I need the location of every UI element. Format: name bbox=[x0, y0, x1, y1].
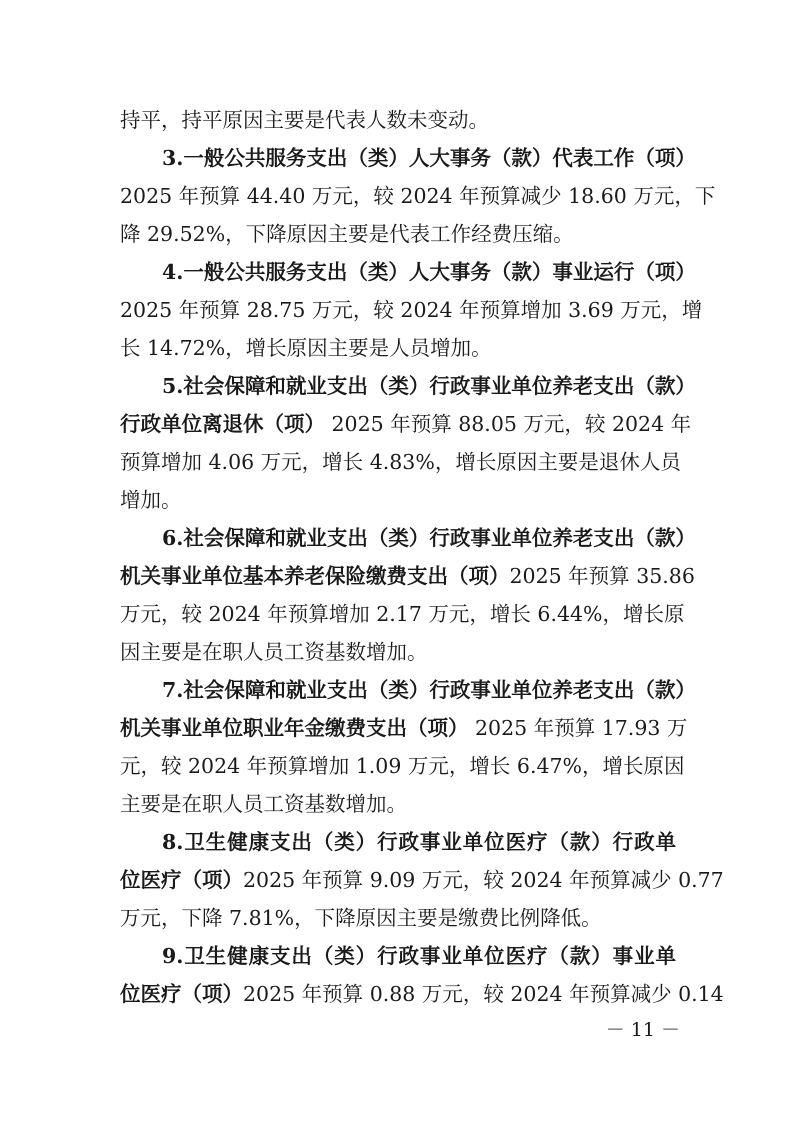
page-number: － 11 － bbox=[605, 1019, 680, 1041]
paragraph-line: 2025 年预算 28.75 万元，较 2024 年预算增加 3.69 万元，增 bbox=[120, 298, 703, 322]
item-8-heading-tail: 位医疗（项） bbox=[120, 868, 243, 892]
paragraph-line: 预算增加 4.06 万元，增长 4.83%，增长原因主要是退休人员 bbox=[120, 450, 681, 474]
paragraph-line: 长 14.72%，增长原因主要是人员增加。 bbox=[120, 336, 492, 360]
paragraph-line: 持平，持平原因主要是代表人数未变动。 bbox=[120, 108, 489, 132]
item-6-heading: 6.社会保障和就业支出（类）行政事业单位养老支出（款） bbox=[162, 526, 696, 550]
paragraph-text: 2025 年预算 88.05 万元，较 2024 年 bbox=[325, 412, 692, 436]
item-7-heading-line-2 bbox=[120, 708, 688, 748]
item-7-heading-tail: 机关事业单位职业年金缴费支出（项） bbox=[120, 716, 469, 740]
paragraph-text: 2025 年预算 35.86 bbox=[509, 564, 695, 588]
item-4-heading: 4.一般公共服务支出（类）人大事务（款）事业运行（项） bbox=[162, 260, 696, 284]
paragraph-line: 元，较 2024 年预算增加 1.09 万元，增长 6.47%，增长原因 bbox=[120, 754, 685, 778]
paragraph-line: 2025 年预算 44.40 万元，较 2024 年预算减少 18.60 万元，下 bbox=[120, 184, 716, 208]
item-5-heading-tail: 行政单位离退休（项） bbox=[120, 412, 325, 436]
paragraph-text: 2025 年预算 17.93 万 bbox=[468, 716, 688, 740]
paragraph-line: 万元，下降 7.81%，下降原因主要是缴费比例降低。 bbox=[120, 906, 602, 930]
paragraph-text: 2025 年预算 0.88 万元，较 2024 年预算减少 0.14 bbox=[243, 982, 724, 1006]
item-9-heading-tail: 位医疗（项） bbox=[120, 982, 243, 1006]
paragraph-line: 因主要是在职人员工资基数增加。 bbox=[120, 640, 428, 664]
item-9-heading: 9.卫生健康支出（类）行政事业单位医疗（款）事业单 bbox=[162, 944, 676, 968]
paragraph-line: 降 29.52%，下降原因主要是代表工作经费压缩。 bbox=[120, 222, 574, 246]
item-7-heading: 7.社会保障和就业支出（类）行政事业单位养老支出（款） bbox=[162, 678, 696, 702]
item-8-heading: 8.卫生健康支出（类）行政事业单位医疗（款）行政单 bbox=[162, 830, 676, 854]
item-6-heading-line-2 bbox=[120, 556, 695, 596]
paragraph-line: 万元，较 2024 年预算增加 2.17 万元，增长 6.44%，增长原 bbox=[120, 602, 685, 626]
item-6-heading-tail: 机关事业单位基本养老保险缴费支出（项） bbox=[120, 564, 510, 588]
item-3-heading: 3.一般公共服务支出（类）人大事务（款）代表工作（项） bbox=[162, 146, 696, 170]
item-5-heading: 5.社会保障和就业支出（类）行政事业单位养老支出（款） bbox=[162, 374, 696, 398]
paragraph-line: 增加。 bbox=[120, 488, 182, 512]
paragraph-text: 2025 年预算 9.09 万元，较 2024 年预算减少 0.77 bbox=[243, 868, 724, 892]
item-9-heading-line-2 bbox=[120, 974, 724, 1014]
item-5-heading-line-2 bbox=[120, 404, 692, 444]
item-8-heading-line-2 bbox=[120, 860, 724, 900]
paragraph-line: 主要是在职人员工资基数增加。 bbox=[120, 792, 407, 816]
